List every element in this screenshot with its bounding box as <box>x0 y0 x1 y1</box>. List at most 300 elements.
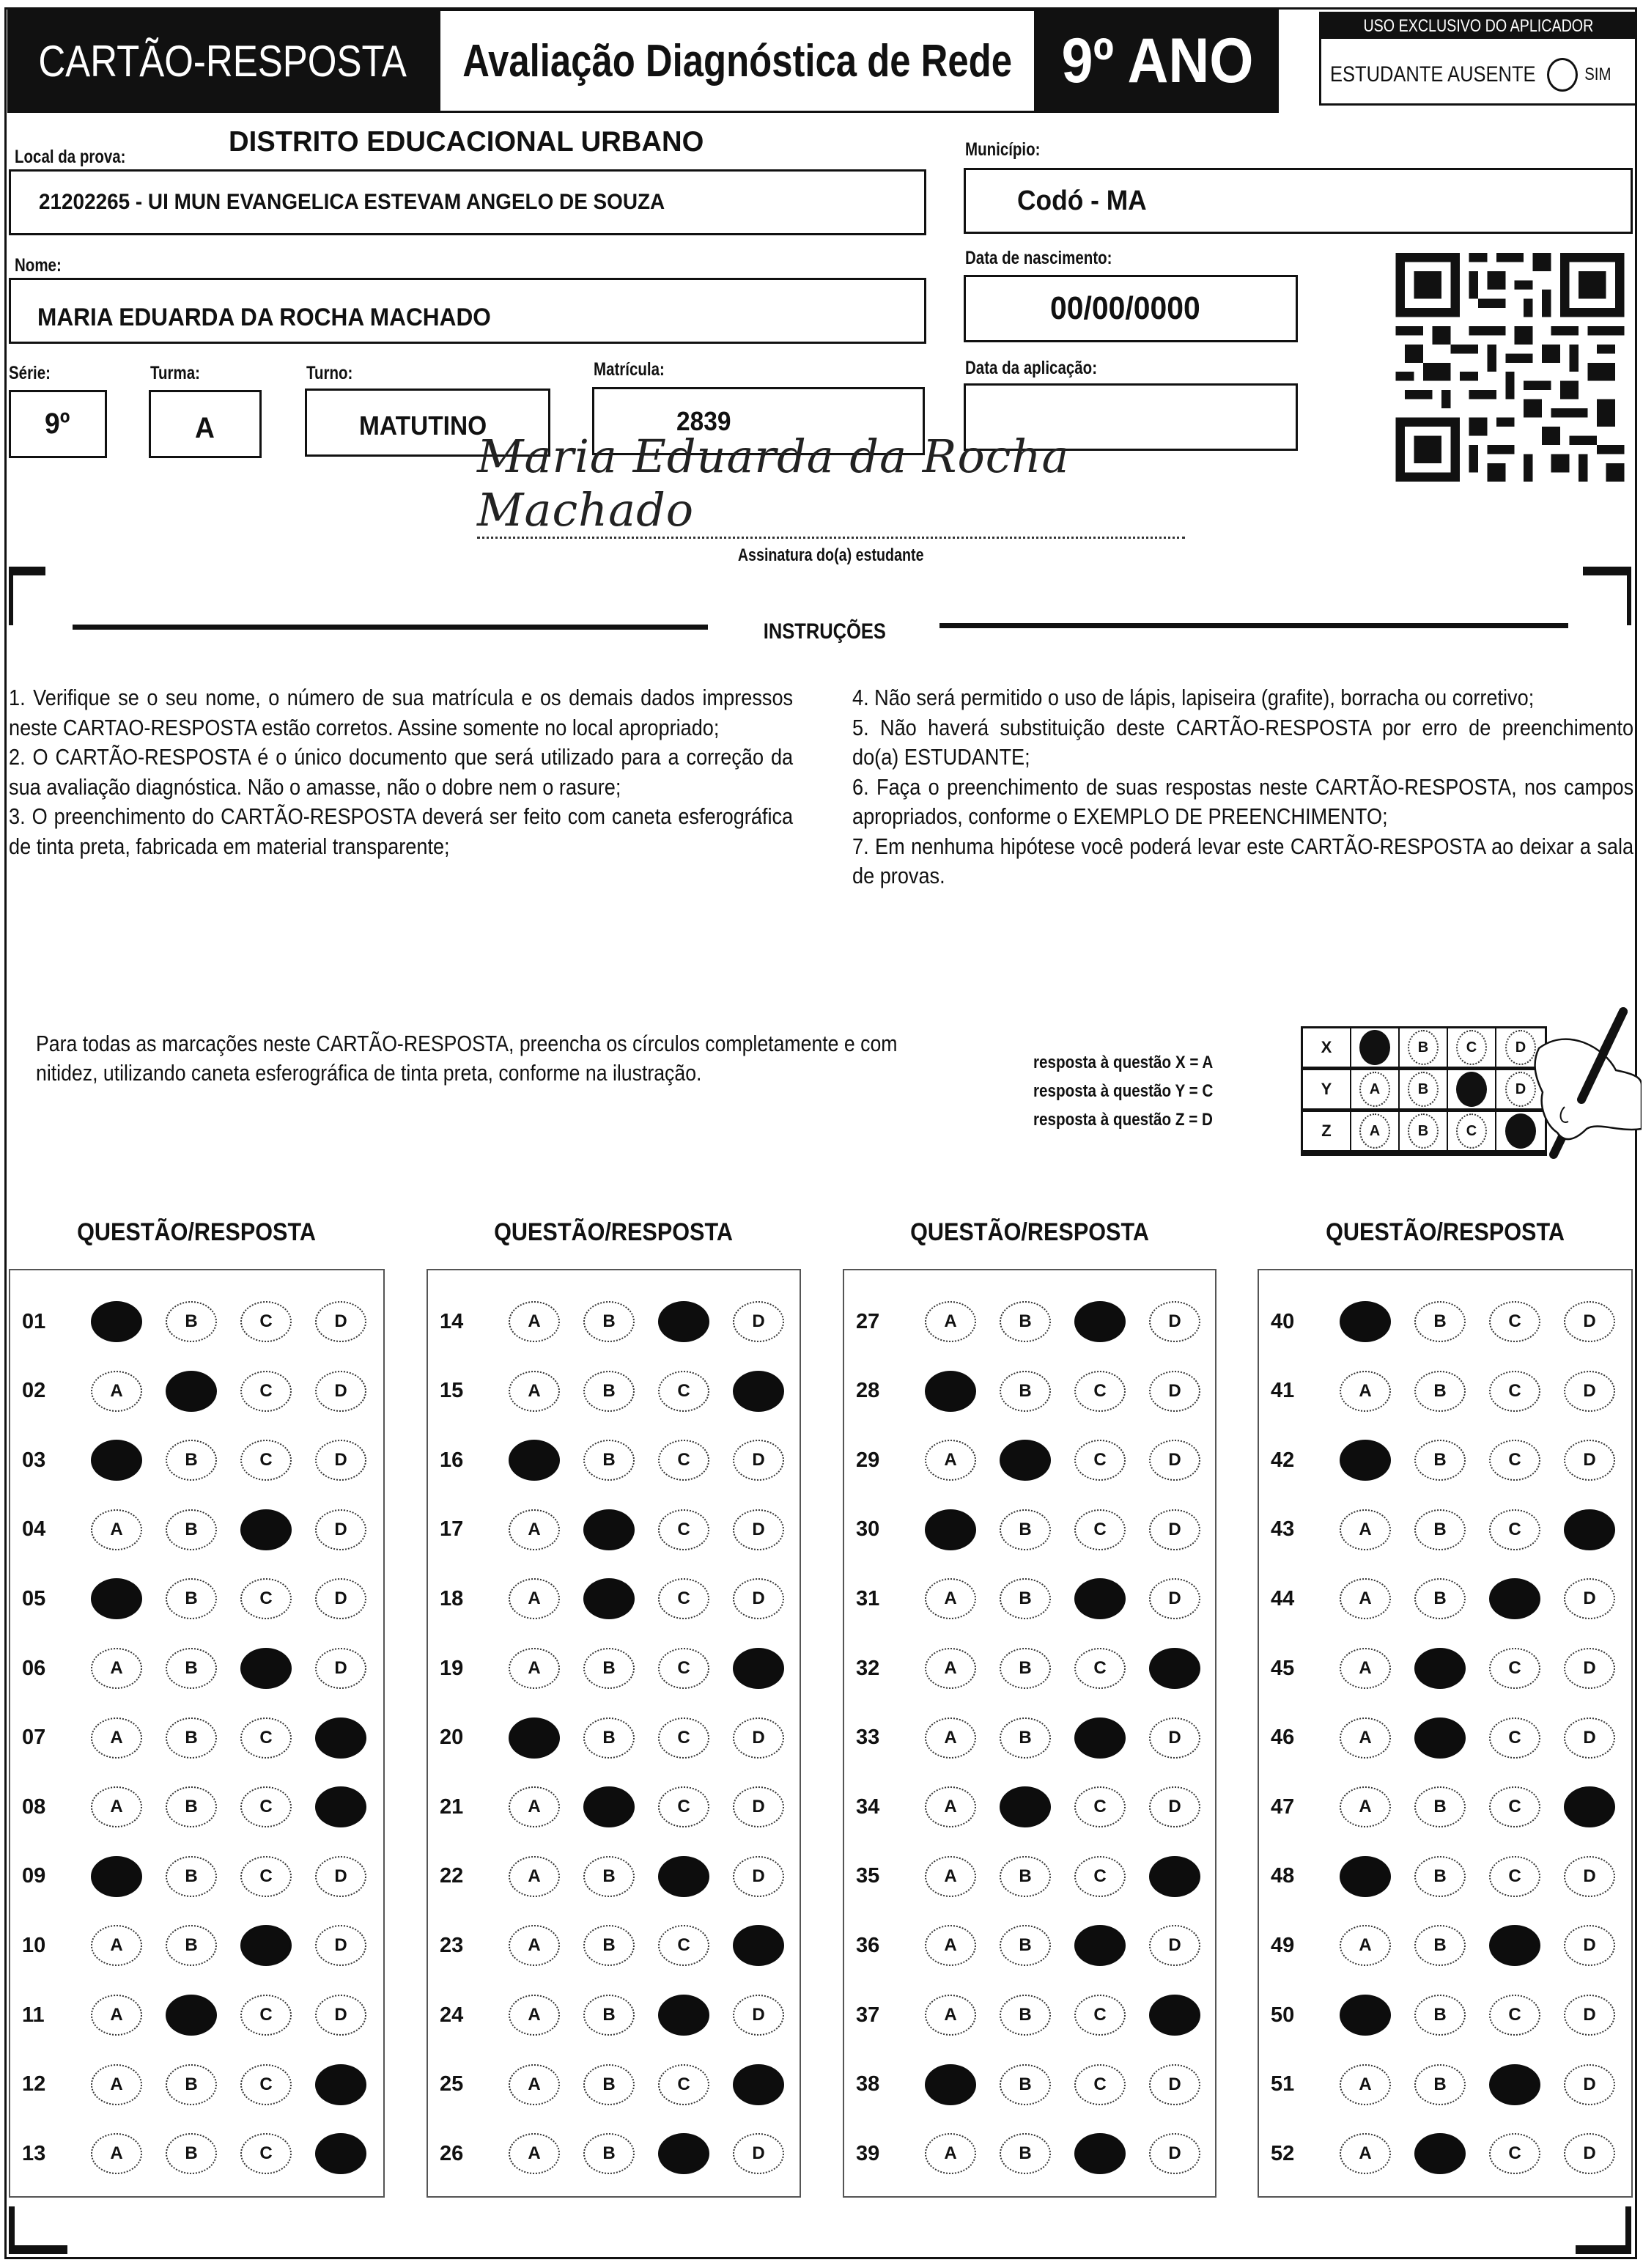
answer-bubble-a[interactable]: A <box>1340 1925 1391 1966</box>
example-bubble: D <box>1505 1030 1536 1065</box>
answer-bubble-c[interactable]: C <box>1074 1786 1126 1827</box>
answer-bubble-a[interactable]: A <box>91 1995 142 2036</box>
answer-bubble-c[interactable]: C <box>1074 1371 1126 1412</box>
example-bubble: D <box>1505 1072 1536 1107</box>
answer-bubble-c[interactable]: C <box>1489 1856 1540 1897</box>
column-header: QUESTÃO/RESPOSTA <box>77 1218 317 1246</box>
answer-bubble-d[interactable]: D <box>1149 1717 1200 1759</box>
answer-bubble-a[interactable]: A <box>509 2064 560 2105</box>
question-number: 02 <box>22 1379 46 1403</box>
answer-bubble-c[interactable] <box>1489 1578 1540 1619</box>
question-number: 26 <box>440 2141 464 2165</box>
series-label: Série: <box>9 363 51 383</box>
answer-bubble-b[interactable]: B <box>1000 1509 1051 1550</box>
answer-bubble-c[interactable]: C <box>240 1995 292 2036</box>
question-number: 31 <box>856 1586 880 1610</box>
answer-bubble-c[interactable]: C <box>658 1578 709 1619</box>
answer-bubble-a[interactable]: A <box>925 2133 976 2174</box>
question-row <box>844 1785 1215 1829</box>
answer-bubble-d[interactable]: D <box>1149 1371 1200 1412</box>
answer-bubble-b[interactable]: B <box>583 1440 635 1481</box>
question-row <box>428 1577 800 1621</box>
answer-bubble-b[interactable]: B <box>1000 2133 1051 2174</box>
answer-bubble-d[interactable] <box>315 1786 366 1827</box>
answer-bubble-c[interactable] <box>1074 1925 1126 1966</box>
answer-bubble-a[interactable]: A <box>509 1925 560 1966</box>
answer-bubble-c[interactable]: C <box>1489 1648 1540 1689</box>
answer-bubble-b[interactable]: B <box>1414 1509 1466 1550</box>
question-row <box>10 1300 383 1344</box>
answer-bubble-d[interactable]: D <box>733 2133 784 2174</box>
answer-bubble-c[interactable]: C <box>1489 1440 1540 1481</box>
name-label: Nome: <box>15 255 62 276</box>
answer-bubble-a[interactable]: A <box>925 1786 976 1827</box>
answer-column-4 <box>1258 1269 1633 2198</box>
shift-value: MATUTINO <box>358 410 487 441</box>
question-row <box>1259 1300 1631 1344</box>
instruction-item: 2. O CARTÃO-RESPOSTA é o único documento que será utilizado para a correção da sua avaliação diagnóstica. Não o amasse, não o dobre nem o rasure; <box>9 744 794 800</box>
question-number: 45 <box>1271 1656 1295 1680</box>
answer-bubble-b[interactable]: B <box>1414 2064 1466 2105</box>
answer-bubble-b[interactable]: B <box>1414 1856 1466 1897</box>
answer-bubble-d[interactable]: D <box>1564 1717 1615 1759</box>
answer-bubble-a[interactable]: A <box>1340 1717 1391 1759</box>
question-row <box>844 1646 1215 1690</box>
answer-bubble-b[interactable]: B <box>583 1717 635 1759</box>
instructions-title: INSTRUÇÕES <box>763 619 886 644</box>
question-row <box>844 1993 1215 2037</box>
answer-bubble-a[interactable]: A <box>925 1717 976 1759</box>
answer-bubble-c[interactable]: C <box>1074 2064 1126 2105</box>
answer-bubble-c[interactable]: C <box>240 1440 292 1481</box>
answer-bubble-d[interactable] <box>315 2064 366 2105</box>
instructions-right-column <box>852 683 1633 891</box>
evaluation-title-block <box>438 9 1036 113</box>
corner-mark-top-right <box>1583 567 1631 625</box>
answer-bubble-c[interactable]: C <box>658 1925 709 1966</box>
answer-bubble-b[interactable]: B <box>1000 1717 1051 1759</box>
answer-bubble-b[interactable]: B <box>583 1925 635 1966</box>
answer-bubble-d[interactable]: D <box>1564 1371 1615 1412</box>
answer-bubble-a[interactable]: A <box>509 1301 560 1342</box>
corner-mark-bottom-right <box>1576 2206 1631 2254</box>
answer-bubble-a[interactable]: A <box>1340 2064 1391 2105</box>
answer-bubble-d[interactable]: D <box>1149 1578 1200 1619</box>
answer-bubble-a[interactable] <box>925 1509 976 1550</box>
answer-bubble-b[interactable] <box>1414 1717 1466 1759</box>
answer-bubble-a[interactable] <box>925 1371 976 1412</box>
question-row <box>844 1300 1215 1344</box>
answer-bubble-c[interactable]: C <box>1489 1786 1540 1827</box>
question-number: 49 <box>1271 1933 1295 1957</box>
absent-student-row <box>1330 56 1614 93</box>
answer-bubble-b[interactable]: B <box>1000 1648 1051 1689</box>
answer-bubble-c[interactable]: C <box>240 1371 292 1412</box>
answer-bubble-d[interactable] <box>733 2064 784 2105</box>
answer-bubble-d[interactable] <box>1564 1509 1615 1550</box>
question-number: 35 <box>856 1864 880 1888</box>
answer-bubble-a[interactable]: A <box>91 1509 142 1550</box>
answer-bubble-c[interactable]: C <box>240 1578 292 1619</box>
answer-bubble-c[interactable] <box>1074 2133 1126 2174</box>
answer-bubble-d[interactable]: D <box>733 1578 784 1619</box>
answer-bubble-a[interactable]: A <box>509 2133 560 2174</box>
answer-bubble-c[interactable]: C <box>240 2133 292 2174</box>
answer-bubble-d[interactable]: D <box>1564 1301 1615 1342</box>
answer-bubble-c[interactable]: C <box>658 2064 709 2105</box>
answer-bubble-b[interactable]: B <box>166 1856 217 1897</box>
answer-bubble-d[interactable]: D <box>315 1648 366 1689</box>
answer-bubble-b[interactable] <box>1414 1648 1466 1689</box>
answer-bubble-b[interactable]: B <box>166 1717 217 1759</box>
answer-bubble-a[interactable]: A <box>1340 1371 1391 1412</box>
answer-bubble-a[interactable]: A <box>509 1648 560 1689</box>
answer-bubble-b[interactable] <box>583 1509 635 1550</box>
answer-bubble-d[interactable]: D <box>315 1301 366 1342</box>
question-number: 18 <box>440 1586 464 1610</box>
answer-bubble-c[interactable]: C <box>1074 1440 1126 1481</box>
answer-bubble-a[interactable]: A <box>509 1786 560 1827</box>
answer-bubble-a[interactable]: A <box>509 1995 560 2036</box>
absent-student-bubble[interactable] <box>1547 58 1578 92</box>
answer-bubble-d[interactable]: D <box>1564 1578 1615 1619</box>
column-header: QUESTÃO/RESPOSTA <box>910 1218 1149 1246</box>
question-row <box>10 1369 383 1413</box>
answer-bubble-d[interactable] <box>733 1925 784 1966</box>
answer-bubble-b[interactable]: B <box>1000 1301 1051 1342</box>
answer-bubble-c[interactable] <box>1074 1717 1126 1759</box>
answer-bubble-b[interactable]: B <box>166 1440 217 1481</box>
question-row <box>844 1508 1215 1552</box>
answer-bubble-b[interactable]: B <box>1414 1786 1466 1827</box>
question-row <box>428 2063 800 2107</box>
answer-bubble-c[interactable] <box>240 1648 292 1689</box>
answer-bubble-c[interactable]: C <box>240 1856 292 1897</box>
instructions-rule-right <box>939 623 1568 628</box>
answer-bubble-d[interactable]: D <box>733 1995 784 2036</box>
answer-bubble-b[interactable]: B <box>166 1578 217 1619</box>
applicator-box <box>1319 12 1637 106</box>
answer-bubble-a[interactable]: A <box>509 1856 560 1897</box>
answer-bubble-b[interactable]: B <box>166 1648 217 1689</box>
answer-bubble-c[interactable] <box>658 2133 709 2174</box>
answer-bubble-a[interactable] <box>1340 1301 1391 1342</box>
answer-bubble-b[interactable]: B <box>1000 1856 1051 1897</box>
question-number: 50 <box>1271 2003 1295 2027</box>
answer-bubble-d[interactable]: D <box>1149 1786 1200 1827</box>
answer-bubble-b[interactable]: B <box>1414 1301 1466 1342</box>
answer-bubble-d[interactable]: D <box>315 1371 366 1412</box>
answer-bubble-c[interactable] <box>1074 1301 1126 1342</box>
answer-column-1 <box>9 1269 385 2198</box>
answer-bubble-a[interactable]: A <box>91 1371 142 1412</box>
answer-bubble-c[interactable] <box>1489 1925 1540 1966</box>
example-option-cell <box>1400 1028 1448 1067</box>
question-number: 07 <box>22 1726 46 1750</box>
answer-bubble-a[interactable]: A <box>509 1509 560 1550</box>
example-option-cell <box>1400 1070 1448 1108</box>
answer-bubble-b[interactable]: B <box>166 1786 217 1827</box>
question-row <box>844 1855 1215 1899</box>
answer-bubble-c[interactable]: C <box>240 1717 292 1759</box>
answer-bubble-d[interactable]: D <box>733 1786 784 1827</box>
answer-bubble-d[interactable]: D <box>315 1440 366 1481</box>
signature <box>477 430 1185 539</box>
answer-bubble-a[interactable] <box>1340 1856 1391 1897</box>
question-row <box>10 1577 383 1621</box>
answer-bubble-a[interactable]: A <box>925 1856 976 1897</box>
answer-bubble-d[interactable]: D <box>733 1717 784 1759</box>
question-row <box>10 1785 383 1829</box>
example-line: resposta à questão X = A <box>1033 1053 1214 1072</box>
answer-bubble-b[interactable]: B <box>1414 1578 1466 1619</box>
answer-bubble-d[interactable] <box>1149 1648 1200 1689</box>
instruction-item: 4. Não será permitido o uso de lápis, lapiseira (grafite), borracha ou corretivo; <box>852 685 1535 710</box>
answer-bubble-c[interactable] <box>240 1509 292 1550</box>
answer-bubble-d[interactable]: D <box>1149 2133 1200 2174</box>
answer-bubble-c[interactable] <box>658 1995 709 2036</box>
series-field <box>9 390 107 458</box>
applicator-heading-text: USO EXCLUSIVO DO APLICADOR <box>1363 16 1593 36</box>
answer-bubble-b[interactable]: B <box>1414 1371 1466 1412</box>
answer-bubble-a[interactable]: A <box>91 1925 142 1966</box>
answer-bubble-d[interactable]: D <box>1149 1509 1200 1550</box>
answer-bubble-c[interactable]: C <box>240 2064 292 2105</box>
answer-bubble-b[interactable]: B <box>1000 2064 1051 2105</box>
answer-bubble-d[interactable]: D <box>1564 2133 1615 2174</box>
answer-bubble-b[interactable] <box>1000 1786 1051 1827</box>
answer-bubble-b[interactable] <box>1000 1440 1051 1481</box>
answer-bubble-c[interactable]: C <box>658 1648 709 1689</box>
answer-bubble-a[interactable]: A <box>1340 1648 1391 1689</box>
answer-bubble-a[interactable]: A <box>509 1578 560 1619</box>
answer-bubble-c[interactable]: C <box>1489 1509 1540 1550</box>
question-number: 43 <box>1271 1517 1295 1542</box>
answer-bubble-c[interactable]: C <box>658 1440 709 1481</box>
answer-bubble-a[interactable]: A <box>1340 2133 1391 2174</box>
answer-bubble-a[interactable] <box>509 1717 560 1759</box>
question-row <box>428 1923 800 1967</box>
answer-bubble-a[interactable] <box>91 1301 142 1342</box>
example-legend <box>1033 1048 1242 1134</box>
answer-bubble-d[interactable]: D <box>1564 2064 1615 2105</box>
municipality-label: Município: <box>965 139 1041 160</box>
question-number: 27 <box>856 1309 880 1333</box>
answer-bubble-d[interactable]: D <box>1149 1301 1200 1342</box>
applicator-heading <box>1321 14 1635 39</box>
answer-bubble-c[interactable]: C <box>1489 1717 1540 1759</box>
answer-bubble-d[interactable] <box>1564 1786 1615 1827</box>
answer-bubble-c[interactable]: C <box>1489 1301 1540 1342</box>
example-bubble: B <box>1408 1072 1439 1107</box>
answer-bubble-b[interactable]: B <box>583 1995 635 2036</box>
answer-bubble-a[interactable]: A <box>925 1995 976 2036</box>
enrollment-value: 2839 <box>676 405 731 436</box>
answer-bubble-b[interactable]: B <box>1000 1371 1051 1412</box>
answer-bubble-c[interactable]: C <box>1074 1509 1126 1550</box>
answer-bubble-b[interactable]: B <box>1000 1578 1051 1619</box>
answer-bubble-a[interactable]: A <box>925 1648 976 1689</box>
answer-bubble-a[interactable]: A <box>1340 1786 1391 1827</box>
question-row <box>428 1855 800 1899</box>
answer-bubble-a[interactable]: A <box>925 1925 976 1966</box>
answer-bubble-c[interactable]: C <box>1074 1648 1126 1689</box>
answer-bubble-a[interactable]: A <box>925 1440 976 1481</box>
answer-bubble-a[interactable]: A <box>925 1578 976 1619</box>
answer-bubble-c[interactable] <box>658 1856 709 1897</box>
answer-bubble-a[interactable]: A <box>925 1301 976 1342</box>
answer-bubble-a[interactable]: A <box>91 1717 142 1759</box>
series-value: 9º <box>44 408 70 440</box>
answer-column-3 <box>843 1269 1216 2198</box>
answer-bubble-d[interactable] <box>1149 1856 1200 1897</box>
answer-bubble-b[interactable]: B <box>1414 1925 1466 1966</box>
question-number: 03 <box>22 1448 46 1472</box>
answer-bubble-d[interactable]: D <box>315 1925 366 1966</box>
answer-bubble-d[interactable]: D <box>1564 1995 1615 2036</box>
example-option-cell <box>1448 1112 1496 1150</box>
answer-bubble-b[interactable]: B <box>583 1301 635 1342</box>
answer-bubble-b[interactable]: B <box>166 2133 217 2174</box>
question-number: 01 <box>22 1309 46 1333</box>
example-bubble: B <box>1408 1030 1439 1065</box>
name-value: MARIA EDUARDA DA ROCHA MACHADO <box>37 303 491 331</box>
answer-bubble-c[interactable]: C <box>240 1786 292 1827</box>
answer-bubble-a[interactable] <box>91 1856 142 1897</box>
answer-bubble-b[interactable]: B <box>583 2133 635 2174</box>
answer-bubble-b[interactable]: B <box>583 1648 635 1689</box>
answer-bubble-d[interactable]: D <box>1149 1440 1200 1481</box>
example-option-cell <box>1351 1112 1400 1150</box>
birth-date-field <box>964 275 1298 342</box>
answer-bubble-d[interactable]: D <box>733 1856 784 1897</box>
answer-bubble-d[interactable]: D <box>733 1509 784 1550</box>
answer-bubble-d[interactable]: D <box>315 1509 366 1550</box>
answer-bubble-d[interactable]: D <box>733 1301 784 1342</box>
answer-bubble-c[interactable]: C <box>1489 1371 1540 1412</box>
answer-bubble-a[interactable] <box>509 1440 560 1481</box>
question-row <box>428 1716 800 1760</box>
answer-bubble-c[interactable] <box>240 1925 292 1966</box>
answer-bubble-d[interactable]: D <box>1149 2064 1200 2105</box>
answer-bubble-c[interactable]: C <box>1074 1995 1126 2036</box>
answer-bubble-d[interactable]: D <box>315 1578 366 1619</box>
exam-location-field <box>9 169 926 235</box>
answer-bubble-d[interactable] <box>733 1648 784 1689</box>
question-number: 28 <box>856 1379 880 1403</box>
answer-bubble-b[interactable]: B <box>583 1856 635 1897</box>
answer-bubble-c[interactable]: C <box>240 1301 292 1342</box>
answer-bubble-d[interactable]: D <box>1564 1925 1615 1966</box>
answer-bubble-a[interactable] <box>1340 1440 1391 1481</box>
answer-bubble-b[interactable] <box>583 1578 635 1619</box>
question-number: 21 <box>440 1794 464 1819</box>
answer-bubble-c[interactable]: C <box>658 1717 709 1759</box>
answer-bubble-b[interactable]: B <box>583 2064 635 2105</box>
answer-bubble-c[interactable]: C <box>658 1509 709 1550</box>
answer-bubble-d[interactable]: D <box>1564 1856 1615 1897</box>
answer-bubble-b[interactable]: B <box>166 1301 217 1342</box>
enrollment-label: Matrícula: <box>594 359 665 380</box>
question-number: 06 <box>22 1656 46 1680</box>
answer-bubble-c[interactable] <box>1489 2064 1540 2105</box>
answer-bubble-d[interactable] <box>315 2133 366 2174</box>
answer-bubble-d[interactable]: D <box>1564 1648 1615 1689</box>
answer-bubble-a[interactable]: A <box>1340 1578 1391 1619</box>
answer-bubble-b[interactable] <box>1414 2133 1466 2174</box>
question-row <box>10 1508 383 1552</box>
answer-bubble-a[interactable] <box>925 2064 976 2105</box>
question-number: 36 <box>856 1933 880 1957</box>
fill-instruction: Para todas as marcações neste CARTÃO-RESPOSTA, preencha os círculos completamente e com nitidez, utilizando caneta esferográfica de tinta preta, conforme na ilustração. <box>36 1031 898 1086</box>
answer-bubble-a[interactable]: A <box>91 2133 142 2174</box>
answer-bubble-a[interactable]: A <box>1340 1509 1391 1550</box>
answer-bubble-b[interactable] <box>166 1371 217 1412</box>
answer-bubble-c[interactable]: C <box>1489 2133 1540 2174</box>
answer-bubble-d[interactable] <box>315 1717 366 1759</box>
question-number: 40 <box>1271 1309 1295 1333</box>
answer-bubble-d[interactable]: D <box>315 1995 366 2036</box>
question-number: 44 <box>1271 1586 1295 1610</box>
answer-bubble-c[interactable]: C <box>658 1371 709 1412</box>
question-number: 52 <box>1271 2141 1295 2165</box>
question-number: 33 <box>856 1726 880 1750</box>
question-row <box>1259 1923 1631 1967</box>
answer-bubble-d[interactable] <box>733 1371 784 1412</box>
answer-bubble-b[interactable] <box>166 1995 217 2036</box>
question-row <box>10 2132 383 2176</box>
answer-bubble-a[interactable]: A <box>91 1786 142 1827</box>
answer-bubble-a[interactable] <box>91 1440 142 1481</box>
answer-bubble-a[interactable]: A <box>509 1371 560 1412</box>
example-bubble <box>1456 1072 1487 1107</box>
answer-bubble-b[interactable]: B <box>166 2064 217 2105</box>
answer-bubble-c[interactable]: C <box>1489 1995 1540 2036</box>
answer-bubble-b[interactable]: B <box>1000 1995 1051 2036</box>
answer-bubble-c[interactable]: C <box>1074 1856 1126 1897</box>
answer-bubble-c[interactable]: C <box>658 1786 709 1827</box>
question-number: 34 <box>856 1794 880 1819</box>
answer-bubble-a[interactable] <box>1340 1995 1391 2036</box>
question-row <box>844 1369 1215 1413</box>
answer-bubble-b[interactable] <box>583 1786 635 1827</box>
card-title-block <box>7 9 438 113</box>
question-number: 25 <box>440 2072 464 2096</box>
question-row <box>10 2063 383 2107</box>
evaluation-title: Avaliação Diagnóstica de Rede <box>462 35 1012 86</box>
answer-bubble-d[interactable]: D <box>1149 1925 1200 1966</box>
question-row <box>428 1785 800 1829</box>
answer-bubble-d[interactable]: D <box>733 1440 784 1481</box>
answer-bubble-b[interactable]: B <box>1414 1995 1466 2036</box>
answer-bubble-b[interactable]: B <box>166 1509 217 1550</box>
answer-bubble-b[interactable]: B <box>1000 1925 1051 1966</box>
answer-bubble-b[interactable]: B <box>166 1925 217 1966</box>
answer-bubble-b[interactable]: B <box>1414 1440 1466 1481</box>
question-number: 16 <box>440 1448 464 1472</box>
answer-bubble-c[interactable] <box>1074 1578 1126 1619</box>
question-number: 14 <box>440 1309 464 1333</box>
example-option-cell <box>1448 1028 1496 1067</box>
answer-bubble-a[interactable]: A <box>91 2064 142 2105</box>
answer-bubble-d[interactable]: D <box>1564 1440 1615 1481</box>
answer-bubble-a[interactable] <box>91 1578 142 1619</box>
answer-bubble-d[interactable]: D <box>315 1856 366 1897</box>
answer-bubble-b[interactable]: B <box>583 1371 635 1412</box>
answer-bubble-d[interactable] <box>1149 1995 1200 2036</box>
answer-bubble-a[interactable]: A <box>91 1648 142 1689</box>
answer-bubble-c[interactable] <box>658 1301 709 1342</box>
